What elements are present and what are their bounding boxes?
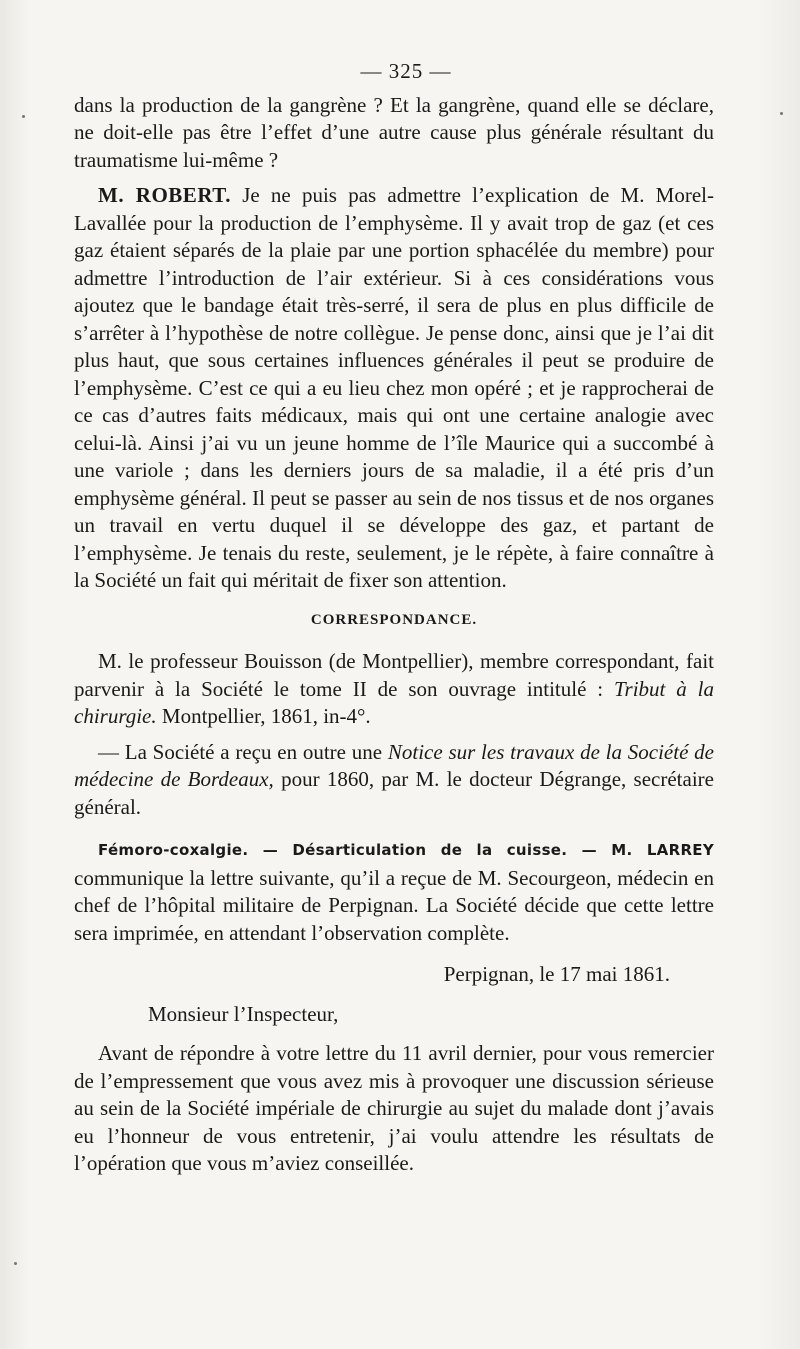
- page-content: [74, 58, 714, 1178]
- notice-text-after: pour 1860, par M. le docteur Dégrange, secrétaire général.: [74, 767, 714, 819]
- section-title-femoro: Fémoro-coxalgie. — Désarticulation de la cuisse. — M. LARREY: [98, 841, 714, 859]
- notice-text-before: — La Société a reçu en outre une: [98, 739, 388, 764]
- larrey-text: communique la lettre suivante, qu’il a reçue de M. Secourgeon, médecin en chef de l’hôpital militaire de Perpignan. La Société décide que cette lettre sera imprimée, en attendant l’observation complète.: [74, 865, 714, 945]
- scan-speck: [14, 1262, 17, 1265]
- notice-title: Notice sur les travaux de la Société de médecine de Bordeaux,: [74, 739, 714, 791]
- scan-speck: [22, 115, 25, 118]
- paragraph-bouisson: [74, 648, 714, 731]
- paragraph-robert: [74, 182, 714, 595]
- speaker-name: M. ROBERT.: [98, 183, 231, 207]
- bouisson-text-before: M. le professeur Bouisson (de Montpellier), membre correspondant, fait parvenir à la Société le tome II de son ouvrage intitulé :: [74, 649, 714, 701]
- letter-place-date: Perpignan, le 17 mai 1861.: [443, 962, 670, 986]
- paragraph-larrey: [74, 835, 714, 947]
- paragraph-notice: [74, 739, 714, 822]
- scan-speck: [780, 112, 783, 115]
- letter-body: Avant de répondre à votre lettre du 11 avril dernier, pour vous remercier de l’empressement que vous avez mis à provoquer une discussion sérieuse au sein de la Société impériale de chirurgie au sujet du malade dont j’avais eu l’honneur de vous entretenir, j’ai voulu attendre les résultats de l’opération que vous m’aviez conseillée.: [74, 1041, 714, 1175]
- book-title: Tribut à la chirurgie.: [74, 676, 714, 728]
- paragraph-gangrene: dans la production de la gangrène ? Et la gangrène, quand elle se déclare, ne doit-elle pas être l’effet d’une autre cause plus générale résultant du traumatisme lui-même ?: [74, 92, 714, 172]
- robert-text: Je ne puis pas admettre l’explication de M. Morel-Lavallée pour la production de l’emphysème. Il y avait trop de gaz (et ces gaz étaient séparés de la plaie par une portion sphacélée du membre) pour admettre l’introduction de l’air extérieur. Si à ces considérations vous ajoutez que le bandage était très-serré, il sera de plus en plus difficile de s’arrêter à l’hypothèse de notre collègue. Je pense donc, ainsi que je l’ai dit plus haut, que sous certaines influences générales il peut se produire de l’emphysème. C’est ce qui a eu lieu chez mon opéré ; et je rapprocherai de ce cas d’autres faits médicaux, mais qui ont une certaine analogie avec celui-là. Ainsi j’ai vu un jeune homme de l’île Maurice qui a succombé à une variole ; dans les derniers jours de sa maladie, il a été pris d’un emphysème général. Il peut se passer au sein de nos tissus et de nos organes un travail en vertu duquel il se développe des gaz, et partant de l’emphysème. Je tenais du reste, seulement, je le répète, à faire connaître à la Société un fait qui méritait de fixer son attention.: [74, 183, 714, 592]
- page-number: — 325 —: [360, 59, 452, 83]
- bouisson-text-after: Montpellier, 1861, in-4°.: [156, 704, 371, 728]
- section-heading-correspondance: CORRESPONDANCE.: [310, 611, 478, 628]
- letter-salutation: Monsieur l’Inspecteur,: [148, 1001, 339, 1026]
